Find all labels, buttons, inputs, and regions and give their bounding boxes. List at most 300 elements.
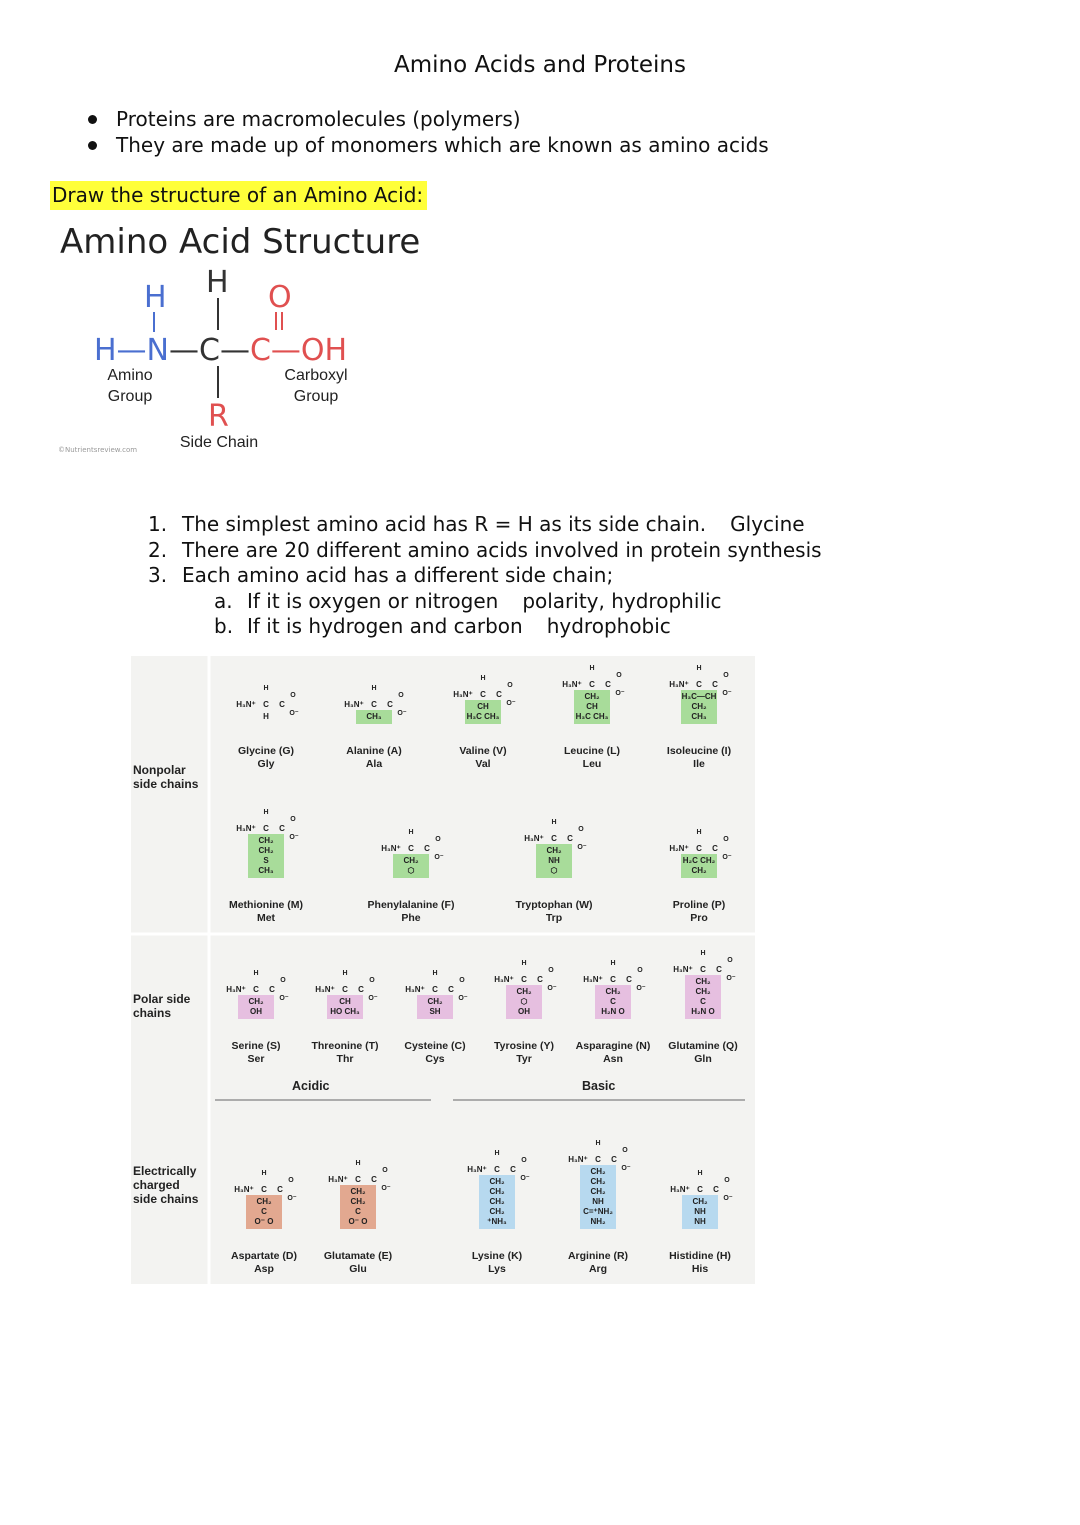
amine-group: H₃N⁺: [344, 700, 364, 709]
side-chain-atom: CH₂: [584, 692, 600, 701]
source-credit: ©Nutrientsreview.com: [58, 446, 138, 454]
carboxylate-oxygen: O⁻: [397, 710, 407, 717]
amine-group: H₃N⁺: [583, 975, 603, 984]
amino-acid-name: Phenylalanine (F): [367, 899, 455, 911]
amino-acid-abbr: Thr: [336, 1053, 354, 1065]
list-item: [148, 563, 822, 589]
side-chain-atom: CH₂: [695, 987, 711, 996]
sub-text: If it is hydrogen and carbon: [247, 614, 523, 638]
carbonyl-carbon: C: [510, 1165, 516, 1174]
sub-letter: a.: [214, 588, 233, 613]
side-chain-atom: CH₂: [489, 1207, 505, 1216]
side-chain-atom: CH₂: [258, 836, 274, 845]
list-text: The simplest amino acid has R = H as its side chain.: [182, 512, 707, 536]
amino-acid-structure: [583, 960, 646, 1019]
alpha-carbon: C: [521, 975, 527, 984]
alpha-carbon: C: [253, 985, 259, 994]
amino-acid-structure: [236, 685, 299, 724]
amino-acid-name: Glutamate (E): [323, 1250, 393, 1262]
alpha-carbon: C: [261, 1185, 267, 1194]
side-chain-atom: O⁻ O: [348, 1217, 368, 1226]
alpha-carbon: C: [551, 834, 557, 843]
alpha-hydrogen: H: [342, 970, 348, 977]
side-chain-atom: NH₂: [590, 1217, 606, 1226]
carbonyl-carbon: C: [279, 824, 285, 833]
bullet-item: Proteins are macromolecules (polymers): [88, 106, 769, 132]
list-number: 1.: [148, 512, 168, 536]
group-label-acidic: Acidic: [292, 1079, 330, 1093]
alpha-carbon: C: [589, 680, 595, 689]
side-chain-atom: CH: [339, 997, 351, 1006]
category-line: side chains: [133, 777, 199, 791]
side-chain-atom: CH₂: [350, 1187, 366, 1196]
amino-acid-abbr: Pro: [690, 912, 708, 924]
side-chain-atom: C: [700, 997, 706, 1006]
alpha-carbon: C: [697, 1185, 703, 1194]
amino-acid-structure: [494, 960, 557, 1019]
carboxylate-oxygen: O⁻: [726, 975, 736, 982]
amino-acid-label: [644, 745, 754, 771]
side-chain-atom: C=⁺NH₂: [583, 1207, 613, 1216]
amino-acid-name: Cysteine (C): [404, 1040, 466, 1052]
carbonyl-carbon: C: [716, 965, 722, 974]
amino-acid-table: [131, 656, 755, 1284]
alpha-carbon: C: [480, 690, 486, 699]
carboxylate-oxygen: O⁻: [506, 700, 516, 707]
alpha-hydrogen: H: [263, 685, 269, 692]
side-chain-atom: CH₂: [258, 846, 274, 855]
category-label-nonpolar: [133, 763, 198, 791]
alpha-hydrogen: H: [480, 675, 486, 682]
carbonyl-oxygen: O: [382, 1167, 388, 1174]
amino-acid-abbr: Asp: [254, 1263, 274, 1275]
amino-acid-abbr: Arg: [588, 1263, 608, 1275]
carbonyl-carbon: C: [358, 985, 364, 994]
carboxylate-oxygen: O⁻: [621, 1165, 631, 1172]
side-chain-atom: CH₂: [350, 1197, 366, 1206]
amino-acid-structure-diagram: [0, 260, 480, 460]
amino-acid-name: Glycine (G): [237, 745, 294, 757]
alpha-hydrogen: H: [263, 809, 269, 816]
carbonyl-oxygen: O: [459, 977, 465, 984]
amine-group: H₃N⁺: [467, 1165, 487, 1174]
carbonyl-oxygen: O: [622, 1147, 628, 1154]
page-title: Amino Acids and Proteins: [394, 52, 686, 78]
side-chain-atom: O⁻ O: [254, 1217, 274, 1226]
list-text: Each amino acid has a different side chain;: [182, 563, 614, 587]
amino-acid-structure: [453, 675, 516, 724]
carbonyl-carbon: C: [712, 680, 718, 689]
amino-acid-abbr: Trp: [545, 912, 563, 924]
amino-acid-label: [543, 1250, 653, 1276]
alpha-carbon: C: [494, 1165, 500, 1174]
carbonyl-oxygen: O: [637, 967, 643, 974]
amino-acid-structure: [669, 829, 732, 878]
amine-group: H₃N⁺: [236, 700, 256, 709]
side-chain-atom: H₂N O: [691, 1007, 715, 1016]
intro-bullets: [88, 106, 769, 158]
amino-acid-abbr: Ser: [247, 1053, 265, 1065]
side-chain-atom: CH₂: [695, 977, 711, 986]
amino-acid-label: [319, 745, 429, 771]
amino-acid-name: Asparagine (N): [575, 1040, 651, 1052]
side-chain-atom: CH₂: [248, 997, 264, 1006]
carbonyl-carbon: C: [713, 1185, 719, 1194]
side-chain-atom: H₂C CH₂: [682, 856, 716, 865]
side-chain-atom: CH₂: [605, 987, 621, 996]
sub-letter: b.: [214, 614, 234, 638]
amino-acid-abbr: Cys: [425, 1053, 445, 1065]
side-chain-atom: CH₂: [516, 987, 532, 996]
amino-acid-abbr: Leu: [582, 758, 602, 770]
amine-group: H₃N⁺: [234, 1185, 254, 1194]
alpha-carbon: C: [263, 824, 269, 833]
side-chain-atom: SH: [429, 1007, 441, 1016]
amine-group: H₂N⁺: [669, 844, 689, 853]
side-chain-atom: H₂N O: [601, 1007, 625, 1016]
amino-label: Group: [107, 388, 153, 405]
sub-note: hydrophobic: [546, 614, 671, 638]
amino-acid-structure: [467, 1150, 530, 1229]
amine-group: H₃N⁺: [494, 975, 514, 984]
list-item: [148, 512, 822, 538]
atom-o: O: [268, 280, 292, 315]
carbonyl-oxygen: O: [290, 816, 296, 823]
carboxylate-oxygen: O⁻: [381, 1185, 391, 1192]
amino-acid-name: Threonine (T): [311, 1040, 379, 1052]
list-number: 2.: [148, 537, 168, 562]
side-chain-atom: C: [261, 1207, 267, 1216]
alpha-carbon: C: [432, 985, 438, 994]
numbered-points: [148, 512, 822, 640]
side-chain-atom: C: [610, 997, 616, 1006]
amino-acid-abbr: Asn: [603, 1053, 623, 1065]
carbonyl-oxygen: O: [507, 682, 513, 689]
amino-acid-label: [303, 1250, 413, 1276]
carbonyl-carbon: C: [611, 1155, 617, 1164]
side-chain-atom: NH: [694, 1217, 706, 1226]
amino-acid-name: Tyrosine (Y): [494, 1040, 554, 1052]
amino-acid-structure: [328, 1160, 391, 1229]
carbonyl-oxygen: O: [369, 977, 375, 984]
side-chain-atom: ⬡: [407, 866, 415, 875]
amine-group: H₃N⁺: [236, 824, 256, 833]
list-number: 3.: [148, 563, 168, 587]
side-chain-atom: S: [263, 856, 269, 865]
amino-acid-name: Alanine (A): [346, 745, 402, 757]
alpha-hydrogen: H: [589, 665, 595, 672]
amino-acid-name: Histidine (H): [669, 1250, 731, 1262]
carboxylate-oxygen: O⁻: [520, 1175, 530, 1182]
alpha-hydrogen: H: [261, 1170, 267, 1177]
amine-group: H₃N⁺: [669, 680, 689, 689]
amino-acid-name: Glutamine (Q): [668, 1040, 738, 1052]
amino-acid-name: Lysine (K): [471, 1250, 523, 1262]
alpha-carbon: C: [342, 985, 348, 994]
amine-group: H₃N⁺: [562, 680, 582, 689]
alpha-hydrogen: H: [521, 960, 527, 967]
side-chain-atom: H₃C CH₃: [575, 712, 609, 721]
amine-group: H₃N⁺: [315, 985, 335, 994]
amine-group: H₃N⁺: [226, 985, 246, 994]
carboxylate-oxygen: O⁻: [615, 690, 625, 697]
side-chain-label: Side Chain: [179, 434, 259, 451]
category-line: side chains: [133, 1192, 199, 1206]
list-subitem: [148, 614, 822, 640]
carbonyl-carbon: C: [605, 680, 611, 689]
side-chain-atom: CH₂: [427, 997, 443, 1006]
side-chain-atom: CH₂: [590, 1187, 606, 1196]
alpha-carbon: C: [610, 975, 616, 984]
amine-group: H₃N⁺: [405, 985, 425, 994]
amino-acid-structure: [236, 809, 299, 878]
amino-acid-name: Proline (P): [672, 899, 726, 911]
carboxylate-oxygen: O⁻: [289, 710, 299, 717]
amino-acid-abbr: Phe: [401, 912, 421, 924]
category-line: Nonpolar: [133, 763, 186, 777]
carbonyl-carbon: C: [424, 844, 430, 853]
category-line: chains: [133, 1006, 172, 1020]
side-chain-atom: CH₂: [590, 1167, 606, 1176]
amino-acid-structure: [405, 970, 468, 1019]
amine-group: H₃N⁺: [673, 965, 693, 974]
alpha-hydrogen: H: [371, 685, 377, 692]
amino-acid-name: Tryptophan (W): [515, 899, 593, 911]
side-chain-atom: CH₂: [691, 702, 707, 711]
amino-acid-abbr: His: [691, 1263, 709, 1275]
side-chain-atom: NH: [592, 1197, 604, 1206]
alpha-carbon: C: [595, 1155, 601, 1164]
side-chain-atom: CH₂: [489, 1197, 505, 1206]
amino-acid-abbr: Ala: [365, 758, 383, 770]
carbonyl-carbon: C: [712, 844, 718, 853]
carbonyl-carbon: C: [277, 1185, 283, 1194]
amino-acid-structure: [226, 970, 289, 1019]
carbonyl-carbon: C: [279, 700, 285, 709]
carbonyl-carbon: C: [537, 975, 543, 984]
carbonyl-oxygen: O: [723, 672, 729, 679]
side-chain-atom: CH₃: [691, 712, 707, 721]
amine-group: H₃N⁺: [670, 1185, 690, 1194]
atom-r: R: [208, 399, 229, 434]
amino-acid-structure: [670, 1170, 733, 1229]
alpha-carbon: C: [696, 844, 702, 853]
carbonyl-oxygen: O: [727, 957, 733, 964]
alpha-hydrogen: H: [355, 1160, 361, 1167]
carbonyl-oxygen: O: [290, 692, 296, 699]
amino-acid-label: [644, 899, 754, 925]
alpha-hydrogen: H: [408, 829, 414, 836]
amino-acid-name: Valine (V): [459, 745, 507, 757]
amino-acid-abbr: Val: [475, 758, 491, 770]
amino-acid-abbr: Met: [256, 912, 276, 924]
amino-acid-abbr: Tyr: [516, 1053, 532, 1065]
list-note: Glycine: [730, 512, 805, 536]
amine-group: H₃N⁺: [328, 1175, 348, 1184]
carbonyl-carbon: C: [269, 985, 275, 994]
side-chain-atom: CH₂: [256, 1197, 272, 1206]
amino-acid-structure: [562, 665, 625, 724]
carboxylate-oxygen: O⁻: [722, 690, 732, 697]
side-chain-atom: CH₂: [546, 846, 562, 855]
carbonyl-oxygen: O: [723, 836, 729, 843]
carboxyl-label: Group: [293, 388, 339, 405]
amino-acid-structure: [315, 970, 378, 1019]
bullet-item: They are made up of monomers which are known as amino acids: [88, 132, 769, 158]
side-chain-atom: HO CH₃: [330, 1007, 360, 1016]
side-chain-atom: ⬡: [550, 866, 558, 875]
amino-acid-structure: [344, 685, 407, 724]
side-chain-atom: H₃C CH₃: [466, 712, 500, 721]
side-chain-atom: CH₂: [489, 1177, 505, 1186]
category-label-polar: [133, 992, 190, 1020]
amine-group: H₃N⁺: [568, 1155, 588, 1164]
amino-acid-label: [645, 1250, 755, 1276]
amino-acid-structure: [381, 829, 444, 878]
amino-acid-label: [211, 745, 321, 771]
side-chain-atom: OH: [518, 1007, 530, 1016]
category-label-charged: [133, 1164, 198, 1206]
backbone-chain: H—N—C—C—OH: [94, 333, 348, 368]
carboxylate-oxygen: O⁻: [636, 985, 646, 992]
side-chain-atom: CH₃: [366, 712, 382, 721]
side-chain-atom: CH₂: [489, 1187, 505, 1196]
side-chain-atom: CH₂: [403, 856, 419, 865]
amino-acid-structure: [673, 950, 736, 1019]
carboxyl-label: Carboxyl: [284, 367, 348, 384]
carbonyl-oxygen: O: [616, 672, 622, 679]
carbonyl-oxygen: O: [548, 967, 554, 974]
amino-acid-name: Arginine (R): [567, 1250, 629, 1262]
carboxylate-oxygen: O⁻: [279, 995, 289, 1002]
side-chain-atom: C: [355, 1207, 361, 1216]
amino-label: Amino: [107, 367, 153, 384]
category-line: Electrically: [133, 1164, 197, 1178]
side-chain-atom: ⁺NH₃: [487, 1217, 507, 1226]
amino-acid-name: Isoleucine (I): [666, 745, 732, 757]
amino-acid-abbr: Glu: [349, 1263, 367, 1275]
carbonyl-oxygen: O: [398, 692, 404, 699]
amino-acid-abbr: Ile: [693, 758, 705, 770]
atom-h-top: H: [206, 265, 229, 300]
side-chain-atom: CH: [586, 702, 598, 711]
side-chain-atom: NH: [694, 1207, 706, 1216]
carboxylate-oxygen: O⁻: [547, 985, 557, 992]
amino-acid-structure: [524, 819, 587, 878]
side-chain-atom: CH₃: [258, 866, 274, 875]
side-chain-atom: NH: [548, 856, 560, 865]
side-chain-atom: CH: [477, 702, 489, 711]
carboxylate-oxygen: O⁻: [577, 844, 587, 851]
amino-acid-name: Methionine (M): [228, 899, 304, 911]
carbonyl-oxygen: O: [435, 836, 441, 843]
amino-acid-structure: [234, 1170, 297, 1229]
list-text: There are 20 different amino acids involved in protein synthesis: [182, 537, 822, 562]
alpha-hydrogen: H: [700, 950, 706, 957]
carbonyl-carbon: C: [567, 834, 573, 843]
carbonyl-oxygen: O: [288, 1177, 294, 1184]
amino-acid-abbr: Lys: [488, 1263, 506, 1275]
amino-acid-label: [648, 1040, 758, 1066]
carbonyl-oxygen: O: [521, 1157, 527, 1164]
amino-acid-abbr: Gln: [694, 1053, 712, 1065]
alpha-hydrogen: H: [696, 829, 702, 836]
carbonyl-carbon: C: [448, 985, 454, 994]
alpha-carbon: C: [263, 700, 269, 709]
side-chain-atom: ⬡: [520, 997, 528, 1006]
amino-acid-abbr: Gly: [257, 758, 275, 770]
amino-acid-label: [499, 899, 609, 925]
list-subitem: [148, 589, 822, 615]
amino-acid-label: [356, 899, 466, 925]
alpha-hydrogen: H: [253, 970, 259, 977]
highlighted-prompt: Draw the structure of an Amino Acid:: [50, 181, 427, 210]
carbonyl-carbon: C: [371, 1175, 377, 1184]
amino-acid-label: [442, 1250, 552, 1276]
atom-h-left: H: [144, 280, 167, 315]
group-label-basic: Basic: [582, 1079, 616, 1093]
alpha-hydrogen: H: [432, 970, 438, 977]
alpha-hydrogen: H: [697, 1170, 703, 1177]
carboxylate-oxygen: O⁻: [458, 995, 468, 1002]
amino-acid-label: [211, 899, 321, 925]
alpha-carbon: C: [696, 680, 702, 689]
structure-title: Amino Acid Structure: [60, 222, 421, 262]
alpha-carbon: C: [408, 844, 414, 853]
amino-acid-name: Leucine (L): [563, 745, 620, 757]
category-line: charged: [133, 1178, 180, 1192]
alpha-hydrogen: H: [610, 960, 616, 967]
carboxylate-oxygen: O⁻: [434, 854, 444, 861]
carbonyl-oxygen: O: [578, 826, 584, 833]
carboxylate-oxygen: O⁻: [722, 854, 732, 861]
sub-text: If it is oxygen or nitrogen: [247, 588, 499, 613]
alpha-carbon: C: [355, 1175, 361, 1184]
carboxylate-oxygen: O⁻: [723, 1195, 733, 1202]
alpha-carbon: C: [700, 965, 706, 974]
amino-acid-name: Aspartate (D): [231, 1250, 297, 1262]
alpha-hydrogen: H: [696, 665, 702, 672]
side-chain-atom: H: [263, 712, 269, 721]
carbonyl-oxygen: O: [724, 1177, 730, 1184]
amine-group: H₃N⁺: [381, 844, 401, 853]
carboxylate-oxygen: O⁻: [287, 1195, 297, 1202]
amino-acid-name: Serine (S): [231, 1040, 281, 1052]
amino-acid-label: [537, 745, 647, 771]
sub-note: polarity, hydrophilic: [522, 588, 722, 613]
amine-group: H₃N⁺: [453, 690, 473, 699]
amino-acid-structure: [669, 665, 732, 724]
side-chain-atom: CH₂: [692, 1197, 708, 1206]
carbonyl-carbon: C: [626, 975, 632, 984]
carboxylate-oxygen: O⁻: [289, 834, 299, 841]
alpha-hydrogen: H: [551, 819, 557, 826]
carbonyl-carbon: C: [387, 700, 393, 709]
amine-group: H₃N⁺: [524, 834, 544, 843]
side-chain-atom: OH: [250, 1007, 262, 1016]
carboxylate-oxygen: O⁻: [368, 995, 378, 1002]
alpha-carbon: C: [371, 700, 377, 709]
side-chain-atom: CH₂: [691, 866, 707, 875]
side-chain-atom: H₃C—CH: [681, 692, 717, 701]
amino-acid-label: [428, 745, 538, 771]
alpha-hydrogen: H: [494, 1150, 500, 1157]
amino-acid-structure: [568, 1140, 631, 1229]
carbonyl-carbon: C: [496, 690, 502, 699]
category-line: Polar side: [133, 992, 191, 1006]
list-item: [148, 538, 822, 564]
alpha-hydrogen: H: [595, 1140, 601, 1147]
